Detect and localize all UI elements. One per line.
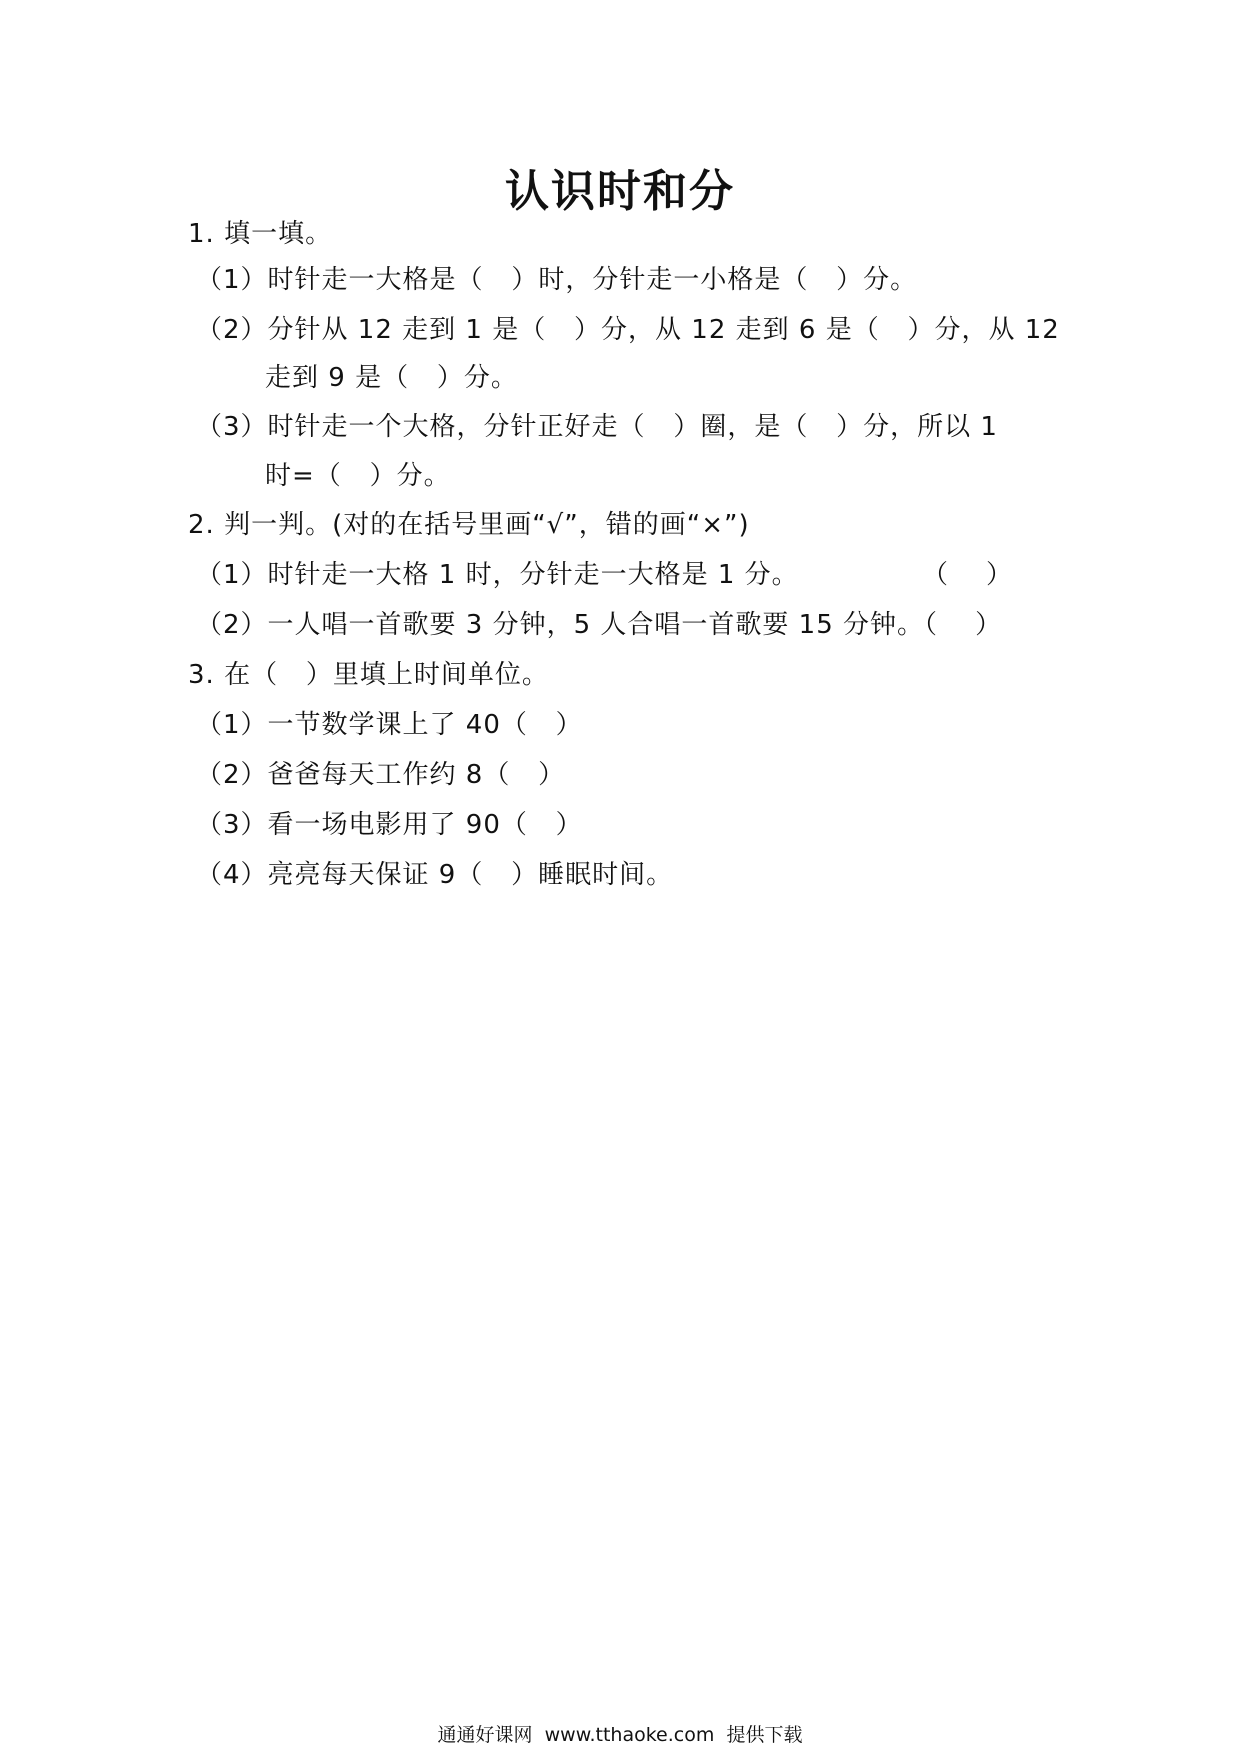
- section-2-heading: 2. 判一判。(对的在括号里画“√”，错的画“×”): [188, 510, 750, 540]
- section-3-question-1: （1）一节数学课上了 40（ ）: [196, 710, 583, 740]
- section-2-question-2: （2）一人唱一首歌要 3 分钟，5 人合唱一首歌要 15 分钟。（ ）: [196, 610, 1003, 640]
- section-3-heading: 3. 在（ ）里填上时间单位。: [188, 660, 549, 690]
- footer-credit: 通通好课网 www.tthaoke.com 提供下载: [437, 1724, 803, 1746]
- section-2-question-1: （1）时针走一大格 1 时，分针走一大格是 1 分。: [196, 560, 799, 590]
- section-3-question-3: （3）看一场电影用了 90（ ）: [196, 810, 583, 840]
- section-1-question-2-line-1: （2）分针从 12 走到 1 是（ ）分，从 12 走到 6 是（ ）分，从 12: [196, 315, 1060, 345]
- section-1-question-1: （1）时针走一大格是（ ）时，分针走一小格是（ ）分。: [196, 265, 918, 295]
- page-title: 认识时和分: [505, 166, 735, 217]
- section-2-question-1-answer-blank: （ ）: [922, 560, 1014, 590]
- section-3-question-2: （2）爸爸每天工作约 8（ ）: [196, 760, 566, 790]
- section-1-question-2-line-2: 走到 9 是（ ）分。: [265, 363, 518, 393]
- section-3-question-4: （4）亮亮每天保证 9（ ）睡眠时间。: [196, 860, 674, 890]
- section-1-question-3-line-1: （3）时针走一个大格，分针正好走（ ）圈，是（ ）分，所以 1: [196, 412, 998, 442]
- section-1-question-3-line-2: 时=（ ）分。: [265, 461, 451, 491]
- section-1-heading: 1. 填一填。: [188, 219, 333, 249]
